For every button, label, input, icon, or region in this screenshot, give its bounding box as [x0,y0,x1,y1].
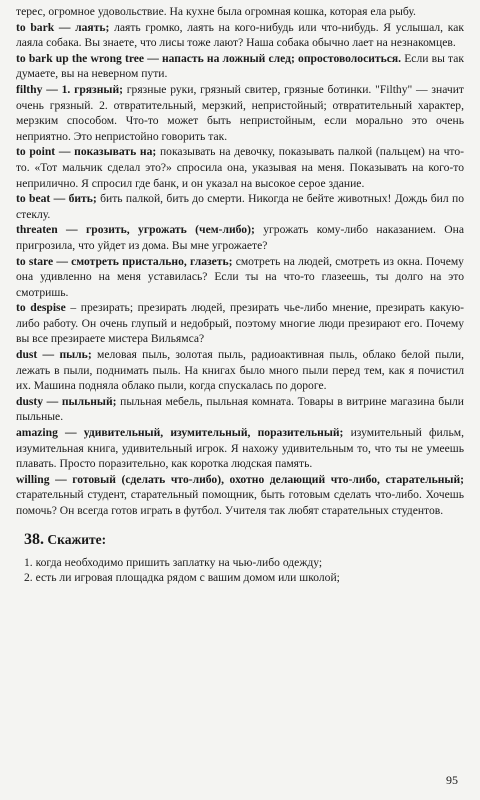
entry-text: – презирать; презирать людей, презирать чье-либо мнение, презирать какую-либо работу. Он очень глупый и недобрый, поэтому многие люди презирают его. Почему вы все презираете мистера Вильямса? [16,301,464,346]
entry-text: терес, огромное удовольствие. На кухне была огромная кошка, которая ела рыбу. [16,5,416,18]
entry-to-bark [16,20,464,51]
entry-to-bark-up-the-wrong-tree [16,51,464,82]
entry-headword: to despise [16,301,66,315]
entry-headword: to bark — лаять; [16,20,110,34]
entry-filthy [16,82,464,144]
entry-headword: to stare — смотреть пристально, глазеть; [16,254,233,268]
entry-text: меловая пыль, золотая пыль, радиоактивная пыль, облако белой пыли, лежать в пыли, поднимать пыль. На книгах было много пыли перед тем, как я почистил их. Машина подняла облако пыли, когда спускалась по дороге. [16,348,464,393]
entry-text: угрожать кому-либо наказанием. Она пригрозила, что уйдет из дома. Вы мне угрожаете? [16,223,464,252]
page-number: 95 [446,773,458,787]
entry-willing [16,472,464,519]
entry-text: бить палкой, бить до смерти. Никогда не бейте животных! Дождь бил по стеклу. [16,192,464,221]
entry-headword: dust — пыль; [16,348,92,362]
entry-headword: to bark up the wrong tree — напасть на ложный след; опростоволоситься. [16,51,402,65]
entry-text: смотреть на людей, смотреть из окна. Почему она удивленно на меня уставилась? Если ты на что-то глазеешь, ты долго на это смотришь. [16,254,464,299]
vocabulary-entries [16,4,464,519]
entry-text: старательный студент, старательный помощник, быть готовым сделать что-либо. Хочешь помочь? Он всегда готов играть в футбол. Учителя так любят старательных студентов. [16,488,464,517]
entry-continuation [16,4,464,20]
entry-to-beat [16,191,464,222]
entry-to-stare [16,254,464,301]
entry-text: изумительный фильм, изумительная книга, удивительный игрок. Я нахожу удивительным то, что ты не умеешь плавать. Просто поразительно, как коротка людская память. [16,426,464,471]
entry-text: Если вы так думаете, вы на неверном пути. [16,51,464,81]
entry-headword: willing — готовый (сделать что-либо), охотно делающий что-либо, старательный; [16,472,464,486]
entry-headword: dusty — пыльный; [16,394,117,408]
entry-text: показывать на девочку, показывать палкой (пальцем) на что-то. «Тот мальчик сделал это?» спросила она, указывая на меня. Показывать на кого-то неприлично. Я спросил где банк, и он указал на высокое серое здание. [16,145,464,190]
exercise-item: 2. есть ли игровая площадка рядом с вашим домом или школой; [24,571,340,585]
exercise-item: 1. когда необходимо пришить заплатку на чью-либо одежду; [24,555,323,569]
entry-threaten [16,222,464,253]
exercise-number: 38. [24,530,44,548]
entry-headword: threaten — грозить, угрожать (чем-либо); [16,223,255,237]
entry-headword: to point — показывать на; [16,145,157,159]
entry-text: грязные руки, грязный свитер, грязные ботинки. "Filthy" — значит очень грязный. 2. отвратительный, мерзкий, непристойный; отвратительный характер, мерзким способом. Что-то может быть непристойным, если морально это очень неприятно. Это непристойно говорить так. [16,82,465,143]
exercise-title: Скажите: [47,531,107,547]
entry-headword: filthy — 1. грязный; [16,82,123,96]
entry-headword: to beat — бить; [16,192,97,206]
exercise-38 [16,531,464,586]
entry-text: пыльная мебель, пыльная комната. Товары в витрине магазина были пыльные. [16,394,464,424]
entry-text: лаять громко, лаять на кого-нибудь или что-нибудь. Я услышал, как лаяла собака. Вы знаете, что лисы тоже лают? Наша собака обычно лает на незнакомцев. [16,20,464,50]
exercise-heading [24,531,464,549]
entry-to-point [16,144,464,191]
entry-headword: amazing — удивительный, изумительный, поразительный; [16,426,344,440]
entry-dust [16,347,464,394]
entry-amazing [16,425,464,472]
entry-to-despise [16,300,464,347]
entry-dusty [16,394,464,425]
